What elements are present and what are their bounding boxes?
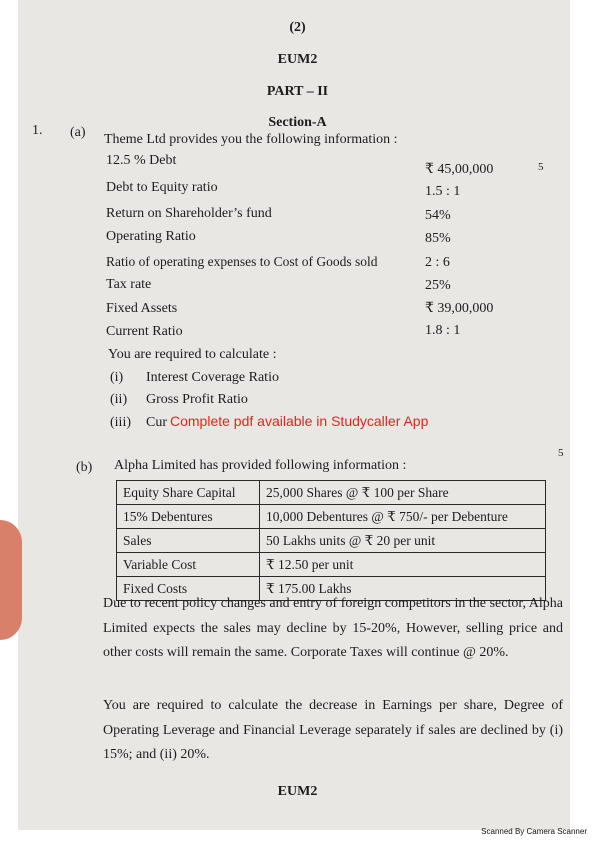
- part-heading: PART – II: [266, 84, 329, 99]
- data-value: ₹ 39,00,000: [425, 301, 494, 316]
- item-number: (iii): [110, 415, 131, 430]
- table-cell: 25,000 Shares @ ₹ 100 per Share: [260, 481, 546, 505]
- question-number: 1.: [32, 123, 43, 138]
- data-value: 54%: [425, 208, 451, 223]
- table-cell: Sales: [117, 529, 260, 553]
- table-cell: 50 Lakhs units @ ₹ 20 per unit: [260, 529, 546, 553]
- item-text: Gross Profit Ratio: [146, 392, 248, 407]
- table-cell: Equity Share Capital: [117, 481, 260, 505]
- data-value: 1.8 : 1: [425, 323, 461, 338]
- data-value: 85%: [425, 231, 451, 246]
- part-b-label: (b): [76, 460, 93, 475]
- part-a-marks: 5: [538, 161, 544, 173]
- footer-code: EUM2: [277, 784, 318, 799]
- data-value: 25%: [425, 278, 451, 293]
- required-text: You are required to calculate :: [108, 347, 277, 362]
- paper-code: EUM2: [277, 52, 318, 67]
- table-cell: 10,000 Debentures @ ₹ 750/- per Debenture: [260, 505, 546, 529]
- item-text: Interest Coverage Ratio: [146, 370, 279, 385]
- data-label: Ratio of operating expenses to Cost of Goods sold: [106, 254, 378, 269]
- data-label: Return on Shareholder’s fund: [106, 206, 272, 221]
- data-value: 2 : 6: [425, 255, 450, 270]
- item-text: Cur: [146, 415, 167, 430]
- table-row: [117, 505, 546, 529]
- data-label: Debt to Equity ratio: [106, 180, 218, 195]
- data-value: 1.5 : 1: [425, 184, 461, 199]
- data-label: Operating Ratio: [106, 229, 196, 244]
- part-a-label: (a): [70, 125, 86, 140]
- part-b-marks: 5: [558, 447, 564, 459]
- data-label: 12.5 % Debt: [106, 153, 177, 168]
- thumb-edge: [0, 520, 22, 640]
- scanner-note: Scanned By Camera Scanner: [481, 827, 587, 836]
- item-number: (i): [110, 370, 124, 385]
- paragraph-scenario: Due to recent policy changes and entry of foreign competitors in the sector, Alpha Limited expects the sales may decline by 15-20%, However, selling price and other costs will remain the same. Corporate Taxes will continue @ 20%.: [103, 596, 563, 660]
- table-cell: Variable Cost: [117, 553, 260, 577]
- info-table: [116, 480, 546, 601]
- table-row: [117, 553, 546, 577]
- page-number: (2): [289, 20, 306, 35]
- paragraph-required: You are required to calculate the decrease in Earnings per share, Degree of Operating Leverage and Financial Leverage separately if sales are declined by (i) 15%; and (ii) 20%.: [103, 698, 563, 762]
- part-a-intro: Theme Ltd provides you the following information :: [104, 132, 398, 147]
- data-label: Current Ratio: [106, 324, 183, 339]
- data-value: ₹ 45,00,000: [425, 162, 494, 177]
- section-heading: Section-A: [268, 115, 327, 130]
- table-row: [117, 481, 546, 505]
- data-label: Fixed Assets: [106, 301, 178, 316]
- table-cell: Fixed Costs: [117, 577, 260, 601]
- table-cell: 15% Debentures: [117, 505, 260, 529]
- table-cell: ₹ 12.50 per unit: [260, 553, 546, 577]
- watermark-text: Complete pdf available in Studycaller App: [170, 413, 429, 429]
- table-row: [117, 529, 546, 553]
- data-label: Tax rate: [106, 277, 152, 292]
- item-number: (ii): [110, 392, 128, 407]
- table-cell: ₹ 175.00 Lakhs: [260, 577, 546, 601]
- part-b-intro: Alpha Limited has provided following information :: [114, 458, 407, 473]
